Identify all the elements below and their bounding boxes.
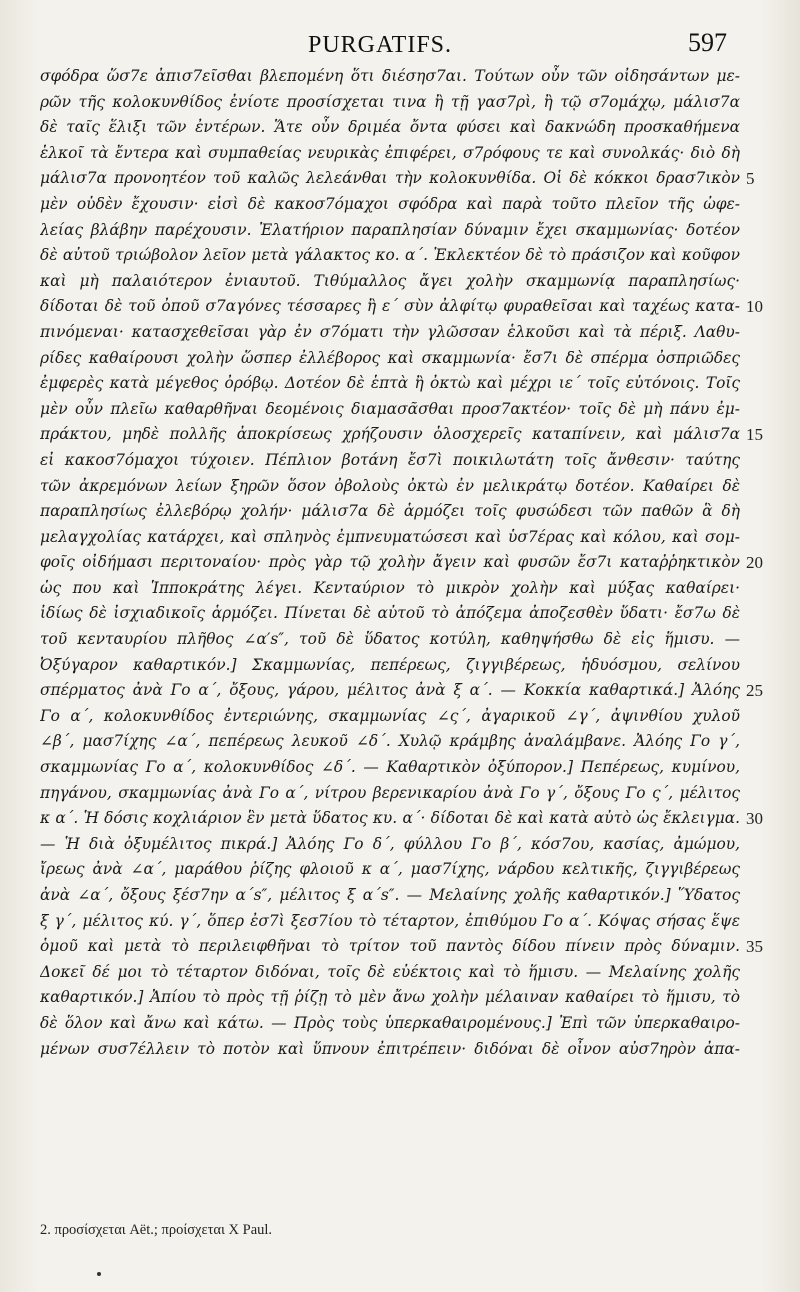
- text-line: Γο α΄, κολοκυνθίδος ἐντεριώνης, σκαμμωνίας ∠ς΄, ἀγαρικοῦ ∠γ΄, ἀψινθίου χυλοῦ: [40, 706, 740, 725]
- page-number: 597: [688, 28, 727, 57]
- line-number: 15: [746, 425, 763, 445]
- text-line: τῶν ἀκρεμόνων λείων ξηρῶν ὅσον ὀβολοὺς ὀκτὼ ἐν μελικράτῳ δοτέον. Καθαίρει δὲ: [40, 476, 740, 495]
- text-line: ὡς που καὶ Ἱπποκράτης λέγει. Κενταύριον τὸ μικρὸν χολὴν καὶ μύξας καθαίρει·: [40, 578, 740, 597]
- line-number: 10: [746, 297, 763, 317]
- text-line: πράκτου, μηδὲ πολλῆς ἀποκρίσεως χρήζουσιν ὁλοσχερεῖς καταπίνειν, καὶ μάλισ7α: [40, 425, 740, 444]
- text-line: πηγάνου, σκαμμωνίας ἀνὰ Γο α΄, νίτρου βερενικαρίου ἀνὰ Γο γ΄, ὄξους Γο ς΄, μέλιτος: [40, 783, 740, 802]
- text-line: Δοκεῖ δέ μοι τὸ τέταρτον διδόναι, τοῖς δὲ εὐέκτοις καὶ τὸ ἥμισυ. — Μελαίνης χολῆς: [40, 962, 740, 981]
- text-line: σκαμμωνίας Γο α΄, κολοκυνθίδος ∠δ΄. — Καθαρτικὸν ὀξύπορον.] Πεπέρεως, κυμίνου,: [40, 758, 740, 777]
- text-line: σπέρματος ἀνὰ Γο α΄, ὄξους, γάρου, μέλιτος ἀνὰ ξ α΄. — Κοκκία καθαρτικά.] Ἀλόης: [40, 681, 740, 700]
- text-line: καθαρτικόν.] Ἀπίου τὸ πρὸς τῇ ῥίζῃ τὸ μὲν ἄνω χολὴν μέλαιναν καθαίρει τὸ ἥμισυ, τὸ: [40, 988, 740, 1007]
- text-line: μὲν οὖν πλεῖω καθαρθῆναι δεομένοις διαμασᾶσθαι προσ7ακτέον· τοῖς δὲ μὴ πάνυ ἐμ-: [40, 399, 740, 418]
- line-number: 20: [746, 553, 763, 573]
- running-title: PURGATIFS.: [307, 32, 453, 58]
- footnote: 2. προσίσχεται Aët.; προίσχεται X Paul.: [40, 1222, 273, 1238]
- text-line: ἀνὰ ∠α΄, ὄξους ξέσ7ην α΄s″, μέλιτος ξ α΄s″. — Μελαίνης χολῆς καθαρτικόν.] Ὕδατος: [40, 886, 740, 904]
- text-line: ξ γ΄, μέλιτος κύ. γ΄, ὅπερ ἐσ7ὶ ξεσ7ίου τὸ τέταρτον, ἐπιθύμου Γο α΄. Κόψας σήσας ἕψε: [40, 911, 740, 930]
- text-line: ἐμφερὲς κατὰ μέγεθος ὀρόβῳ. Δοτέον δὲ ἑπτὰ ἢ ὀκτὼ καὶ μέχρι ιε΄ τοῖς εὐτόνοις. Τοῖς: [40, 374, 740, 393]
- line-number: 35: [746, 937, 763, 957]
- text-line: φοῖς οἰδήμασι περιτοναίου· πρὸς γὰρ τῷ χολὴν ἄγειν καὶ φυσῶν ἔσ7ι καταῤῥηκτικὸν: [40, 553, 740, 572]
- text-line: σφόδρα ὥσ7ε ἀπισ7εῖσθαι βλεπομένη ὅτι διέσησ7αι. Τούτων οὖν τῶν οἰδησάντων με-: [40, 67, 740, 85]
- text-line: μάλισ7α προνοητέον τοῦ καλῶς λελεάνθαι τὴν κολοκυνθίδα. Οἱ δὲ κόκκοι δρασ7ικὸν: [40, 169, 740, 188]
- text-line: καὶ μὴ παλαιότερον ἐνιαυτοῦ. Τιθύμαλλος ἄγει χολὴν σκαμμωνίᾳ παραπλησίως·: [40, 271, 740, 290]
- line-number: 25: [746, 681, 763, 701]
- text-line: δίδοται δὲ τοῦ ὀποῦ σ7αγόνες τέσσαρες ἢ ε΄ σὺν ἀλφίτῳ φυραθεῖσαι καὶ ταχέως κατα-: [40, 297, 740, 316]
- text-line: εἰ κακοσ7όμαχοι τύχοιεν. Πέπλιον βοτάνη ἔσ7ὶ ποικιλωτάτη τοῖς ἄνθεσιν· ταύτης: [40, 450, 740, 469]
- text-line: ἰδίως δὲ ἰσχιαδικοῖς ἁρμόζει. Πίνεται δὲ αὐτοῦ τὸ ἀπόζεμα ἀποζεσθὲν ὕδατι· ἔσ7ω δὲ: [40, 604, 740, 623]
- line-number: 5: [746, 169, 755, 189]
- text-line: πινόμεναι· κατασχεθεῖσαι γὰρ ἐν σ7όματι τὴν γλῶσσαν ἑλκοῦσι καὶ τὰ πέριξ. Λαθυ-: [40, 322, 740, 341]
- text-line: μελαγχολίας κατάρχει, καὶ σπληνὸς ἐμπνευματώσεσι καὶ ὑσ7έρας καὶ κόλου, καὶ σομ-: [40, 527, 740, 546]
- text-line: ρίδες καθαίρουσι χολὴν ὥσπερ ἐλλέβορος καὶ σκαμμωνία· ἔσ7ι δὲ σπέρμα ὀσπριῶδες: [40, 348, 740, 367]
- text-line: ∠β΄, μασ7ίχης ∠α΄, πεπέρεως λευκοῦ ∠δ΄. Χυλῷ κράμβης ἀναλάμβανε. Ἀλόης Γο γ΄,: [40, 732, 740, 751]
- text-line: δὲ αὐτοῦ τριώβολον λεῖον μετὰ γάλακτος κο. α΄. Ἐκλεκτέον δὲ τὸ πράσιζον καὶ κοῦφον: [40, 246, 740, 265]
- text-line: λείας βλάβην παρέχουσιν. Ἐλατήριον παραπλησίαν δύναμιν ἔχει σκαμμωνίας· δοτέον: [40, 220, 740, 239]
- text-line: Ὀξύγαρον καθαρτικόν.] Σκαμμωνίας, πεπέρεως, ζιγγιβέρεως, ἡδυόσμου, σελίνου: [40, 655, 740, 674]
- text-line: — Ἡ διὰ ὀξυμέλιτος πικρά.] Ἀλόης Γο δ΄, φύλλου Γο β΄, κόσ7ου, κασίας, ἀμώμου,: [40, 834, 740, 853]
- page-speck: [97, 1272, 101, 1276]
- text-line: ἑλκοῖ τὰ ἔντερα καὶ συμπαθείας νευρικὰς ἐπιφέρει, σ7ρόφους τε καὶ συνολκάς· διὸ δὴ: [40, 143, 740, 162]
- text-line: μὲν οὐδὲν ἔχουσιν· εἰσὶ δὲ κακοσ7όμαχοι σφόδρα καὶ παρὰ τοῦτο πλεῖον τῆς ὠφε-: [40, 194, 740, 213]
- text-line: παραπλησίως ἐλλεβόρῳ χολήν· μάλισ7α δὲ ἁρμόζει τοῖς φυσώδεσι τῶν παθῶν ἃ δὴ: [40, 502, 740, 521]
- text-line: ὁμοῦ καὶ μετὰ τὸ περιλειφθῆναι τὸ τρίτον τοῦ παντὸς δίδου πίνειν πρὸς δύναμιν.: [40, 937, 740, 956]
- body-text: [40, 64, 740, 1062]
- text-line: δὲ ταῖς ἕλιξι τῶν ἐντέρων. Ἅτε οὖν δριμέα ὄντα φύσει καὶ δακνώδη προσκαθήμενα: [40, 118, 740, 137]
- text-line: ρῶν τῆς κολοκυνθίδος ἐνίοτε προσίσχεται τινα ἢ τῇ γασ7ρὶ, ἢ τῷ σ7ομάχῳ, μάλισ7α: [40, 92, 740, 111]
- text-line: ἴρεως ἀνὰ ∠α΄, μαράθου ῥίζης φλοιοῦ κ α΄, μασ7ίχης, νάρδου κελτικῆς, ζιγγιβέρεως: [40, 860, 740, 879]
- text-line: κ α΄. Ἡ δόσις κοχλιάριον ἓν μετὰ ὕδατος κυ. α΄· δίδοται δὲ καὶ κατὰ αὐτὸ ὡς ἔκλειγμα.: [40, 809, 740, 828]
- line-number: 30: [746, 809, 763, 829]
- text-line: μένων συσ7έλλειν τὸ ποτὸν καὶ ὕπνουν ἐπιτρέπειν· διδόναι δὲ οἶνον αὐσ7ηρὸν ἀπα-: [40, 1039, 740, 1058]
- text-line: τοῦ κενταυρίου πλῆθος ∠α′s″, τοῦ δὲ ὕδατος κοτύλη, καθηψήσθω δὲ εἰς ἥμισυ. —: [40, 630, 740, 649]
- text-line: δὲ ὅλον καὶ ἄνω καὶ κάτω. — Πρὸς τοὺς ὑπερκαθαιρομένους.] Ἐπὶ τῶν ὑπερκαθαιρο-: [40, 1013, 740, 1032]
